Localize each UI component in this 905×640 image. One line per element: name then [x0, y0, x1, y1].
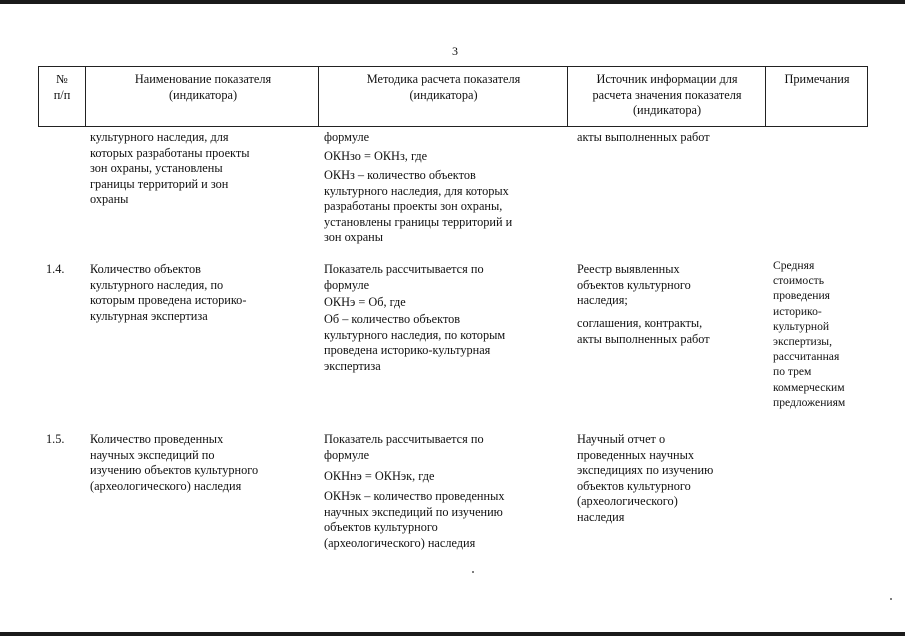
row-name: Количество объектов культурного наследия, по которым проведена историко- культурная экспертиза [90, 262, 247, 323]
header-num: № п/п [53, 72, 71, 102]
table-top-border [38, 66, 868, 67]
column-divider [85, 66, 86, 127]
scan-speck [472, 571, 474, 573]
row-formula: ОКНэ = Об, где [324, 295, 406, 309]
scan-speck [890, 598, 892, 600]
row-formula: ОКНзо = ОКНз, где [324, 149, 428, 163]
column-divider [567, 66, 568, 127]
header-name: Наименование показателя (индикатора) [134, 72, 272, 102]
column-divider [765, 66, 766, 127]
header-method: Методика расчета показателя (индикатора) [366, 72, 521, 102]
row-method-text: формуле [324, 130, 370, 144]
row-method-text: Показатель рассчитывается по формуле [324, 262, 484, 292]
row-source: акты выполненных работ [577, 130, 710, 144]
row-method-explanation: ОКНэк – количество проведенных научных экспедиций по изучению объектов культурного (археологического) наследия [324, 489, 505, 550]
header-source: Источник информации для расчета значения показателя (индикатора) [592, 72, 742, 118]
bottom-frame-line [0, 632, 905, 636]
column-divider [318, 66, 319, 127]
row-number: 1.5. [46, 432, 65, 446]
header-bottom-border [38, 126, 868, 127]
top-frame-line [0, 0, 905, 4]
table-left-border [38, 66, 39, 127]
row-number: 1.4. [46, 262, 65, 276]
row-notes: Средняя стоимость проведения историко- культурной экспертизы, рассчитанная по трем коммерческим предложениям [773, 259, 846, 409]
row-source-extra: соглашения, контракты, акты выполненных работ [577, 316, 710, 346]
row-name: Количество проведенных научных экспедиций по изучению объектов культурного (археологического) наследия [90, 432, 259, 493]
table-right-border [867, 66, 868, 127]
row-method-explanation: ОКНз – количество объектов культурного наследия, для которых разработаны проекты зон охраны, установлены границы территорий и зон охраны [324, 168, 513, 245]
row-method-explanation: Об – количество объектов культурного наследия, по которым проведена историко-культурная экспертиза [324, 312, 506, 373]
page-number: 3 [452, 44, 458, 58]
row-name: культурного наследия, для которых разработаны проекты зон охраны, установлены границы территорий и зон охраны [90, 130, 250, 207]
row-source: Научный отчет о проведенных научных экспедициях по изучению объектов культурного (археологического) наследия [577, 432, 714, 524]
header-notes: Примечания [784, 72, 850, 86]
row-method-text: Показатель рассчитывается по формуле [324, 432, 484, 462]
row-formula: ОКНнэ = ОКНэк, где [324, 469, 435, 483]
row-source: Реестр выявленных объектов культурного наследия; [577, 262, 691, 308]
